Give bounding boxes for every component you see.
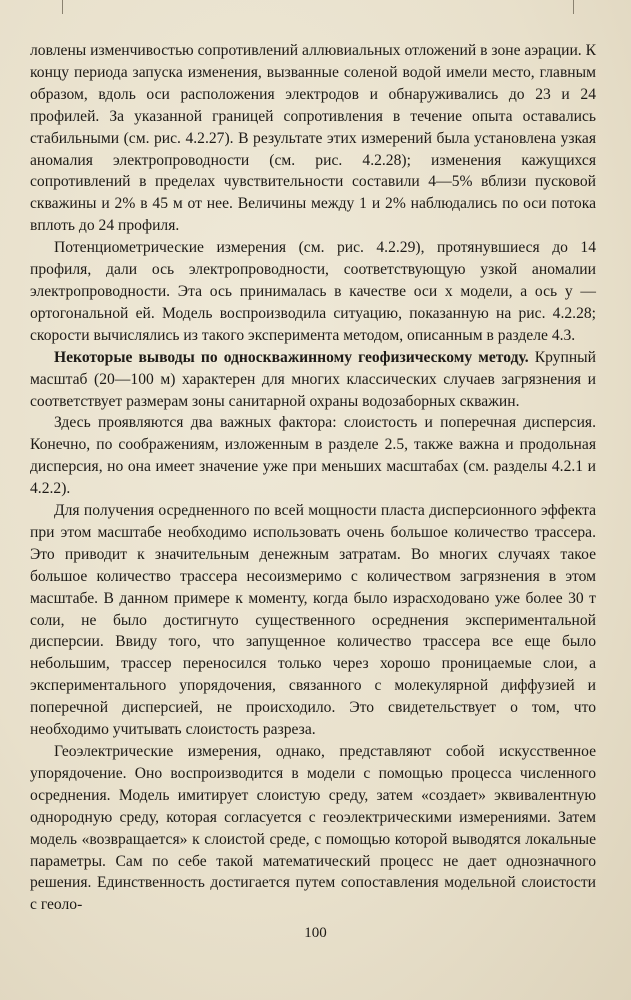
paragraph-4-text: Здесь проявляются два важных фактора: слоистость и поперечная дисперсия. Конечно, по соображениям, изложенным в разделе 2.5, также важна и продольная дисперсия, но она имеет значение уже при меньших масштабах (см. разделы 4.2.1 и 4.2.2). <box>30 414 596 498</box>
paragraph-2 <box>30 237 596 347</box>
paragraph-5 <box>30 500 596 741</box>
paragraph-6 <box>30 741 596 916</box>
paragraph-3-text: Крупный масштаб (20—100 м) характерен для многих классических случаев загрязнения и соответствует размерам зоны санитарной охраны водозаборных скважин. <box>30 348 596 410</box>
page-edge-mark-left <box>62 0 63 14</box>
paragraph-6-text: Геоэлектрические измерения, однако, представляют собой искусственное упорядочение. Оно воспроизводится в модели с помощью процесса численного осреднения. Модель имитирует слоистую среду, затем «создает» эквивалентную однородную среду, которая согласуется с геоэлектрическими измерениями. Затем модель «возвращается» к слоистой среде, с помощью которой выводятся локальные параметры. Сам по себе такой математический процесс не дает однозначного решения. Единственность достигается путем сопоставления модельной слоистости с геоло- <box>30 743 596 914</box>
paragraph-4 <box>30 412 596 500</box>
paragraph-1 <box>30 40 596 237</box>
paragraph-3 <box>30 347 596 413</box>
paragraph-2-text: Потенциометрические измерения (см. рис. 4.2.29), протянувшиеся до 14 профиля, дали ось электропроводности, соответствующую узкой аномалии электропроводности. Эта ось принималась в качестве оси x модели, а ось y — ортогональной ей. Модель воспроизводила ситуацию, показанную на рис. 4.2.28; скорости вычислялись из такого эксперимента методом, описанным в разделе 4.3. <box>30 239 596 344</box>
page-number: 100 <box>304 925 327 941</box>
paragraph-5-text: Для получения осредненного по всей мощности пласта дисперсионного эффекта при этом масштабе необходимо использовать очень большое количество трассера. Это приводит к значительным денежным затратам. Во многих случаях такое большое количество трассера несоизмеримо с количеством загрязнения в этом масштабе. В данном примере к моменту, когда было израсходовано уже более 30 т соли, не было достигнуто существенного осреднения экспериментальной дисперсии. Ввиду того, что запущенное количество трассера все еще было небольшим, трассер переносился только через хорошо проницаемые слои, а экспериментального упорядочения, связанного с молекулярной диффузией и поперечной дисперсией, не происходило. Это свидетельствует о том, что необходимо учитывать слоистость разреза. <box>30 502 596 739</box>
page-edge-mark-right <box>573 0 574 14</box>
page-body <box>30 40 596 916</box>
paragraph-3-heading: Некоторые выводы по односкважинному геофизическому методу. <box>54 348 529 366</box>
paragraph-1-text: ловлены изменчивостью сопротивлений аллювиальных отложений в зоне аэрации. К концу периода запуска изменения, вызванные соленой водой имели место, главным образом, вдоль оси расположения электродов и обнаруживались до 23 и 24 профилей. За указанной границей сопротивления в течение опыта оставались стабильными (см. рис. 4.2.27). В результате этих измерений была установлена узкая аномалия электропроводности (см. рис. 4.2.28); изменения кажущихся сопротивлений в пределах чувствительности составили 4—5% вблизи пусковой скважины и 2% в 45 м от нее. Величины между 1 и 2% наблюдались по оси потока вплоть до 24 профиля. <box>30 42 596 235</box>
